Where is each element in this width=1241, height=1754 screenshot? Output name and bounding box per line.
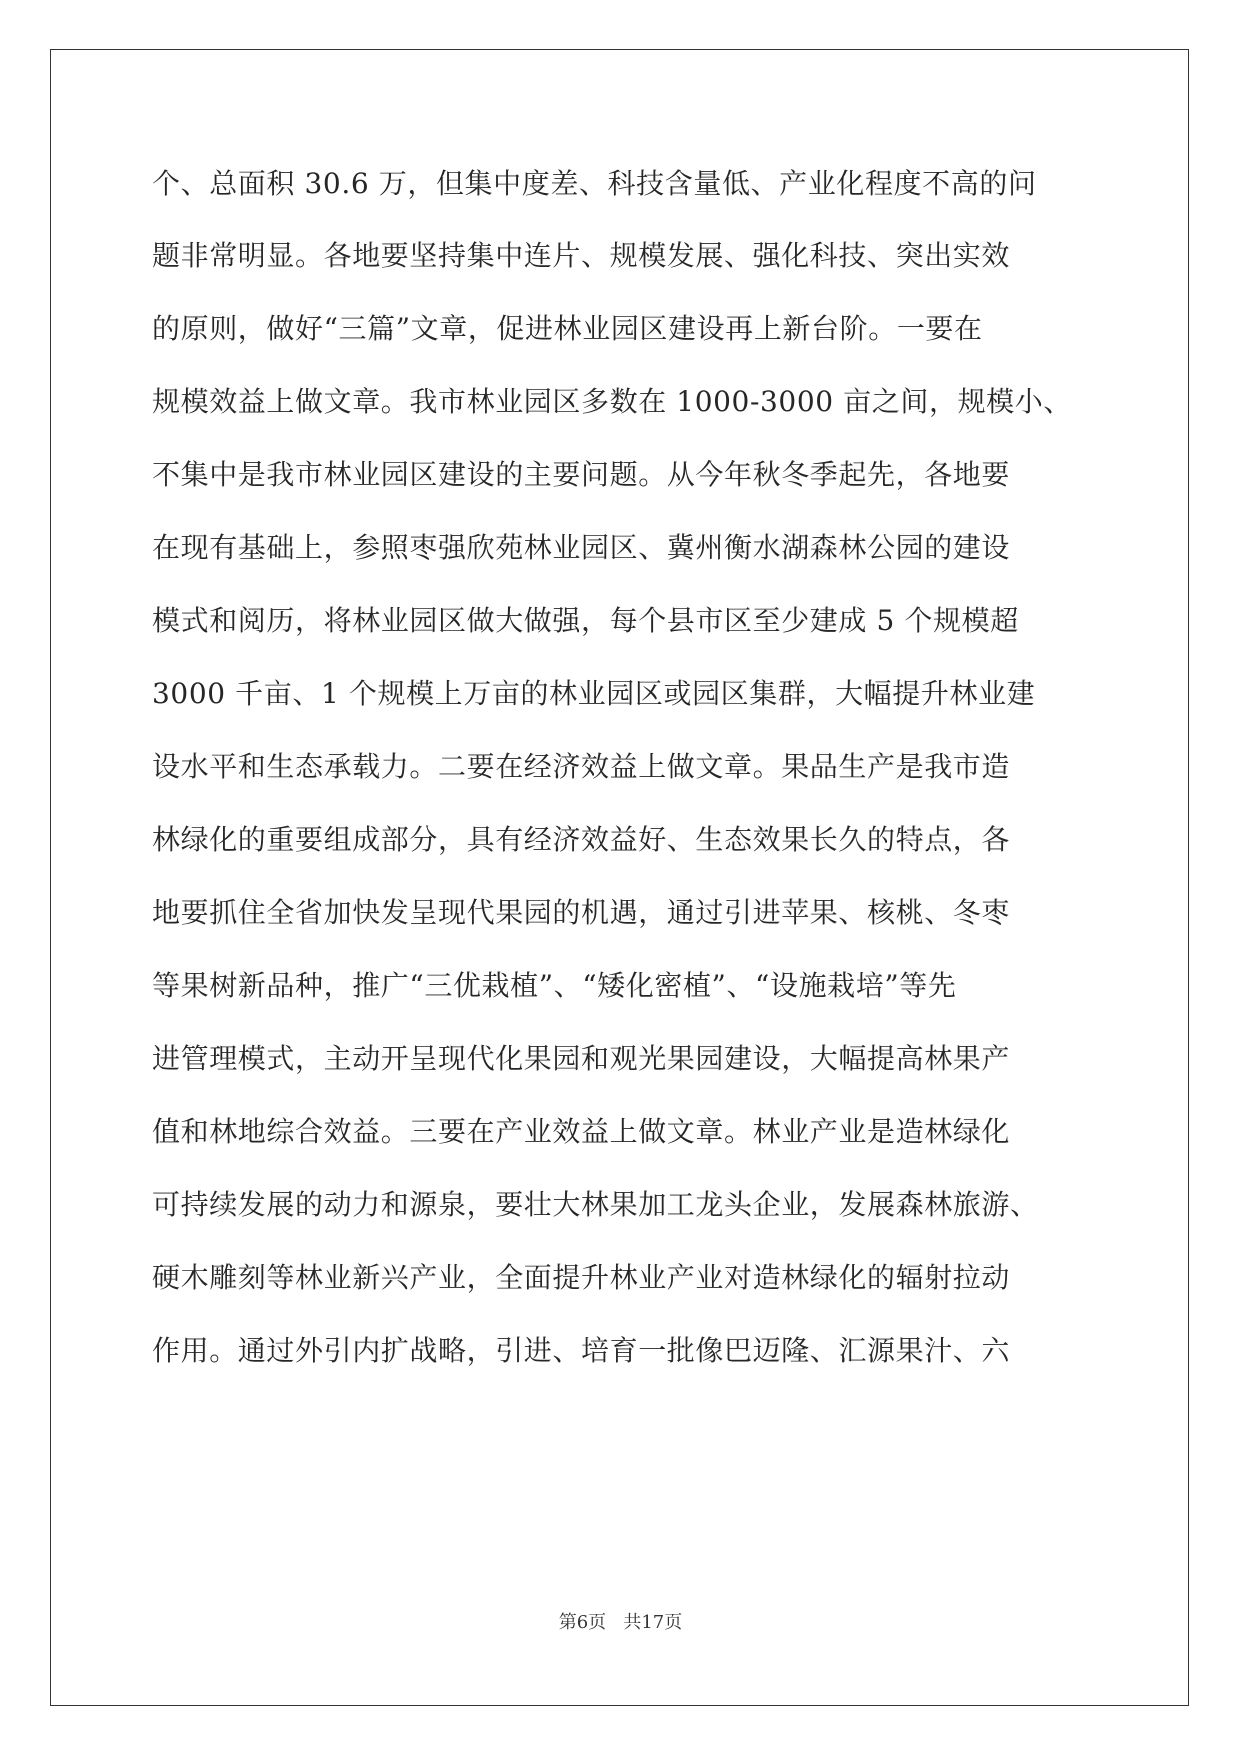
text-line: 可持续发展的动力和源泉，要壮大林果加工龙头企业，发展森林旅游、	[152, 1188, 1039, 1221]
text-line: 模式和阅历，将林业园区做大做强，每个县市区至少建成 5 个规模超	[152, 604, 1019, 637]
text-line: 规模效益上做文章。我市林业园区多数在 1000-3000 亩之间，规模小、	[152, 385, 1072, 418]
text-line: 进管理模式，主动开呈现代化果园和观光果园建设，大幅提高林果产	[152, 1042, 1011, 1075]
text-line: 林绿化的重要组成部分，具有经济效益好、生态效果长久的特点，各	[152, 823, 1011, 856]
page-number-footer: 第6页 共17页	[558, 1612, 683, 1633]
text-line: 作用。通过外引内扩战略，引进、培育一批像巴迈隆、汇源果汁、六	[152, 1334, 1011, 1367]
text-line: 地要抓住全省加快发呈现代果园的机遇，通过引进苹果、核桃、冬枣	[152, 896, 1011, 929]
page-border	[50, 49, 1189, 1706]
text-line: 3000 千亩、1 个规模上万亩的林业园区或园区集群，大幅提升林业建	[152, 677, 1036, 710]
text-line: 不集中是我市林业园区建设的主要问题。从今年秋冬季起先，各地要	[152, 458, 1011, 491]
text-line: 设水平和生态承载力。二要在经济效益上做文章。果品生产是我市造	[152, 750, 1011, 783]
text-line: 值和林地综合效益。三要在产业效益上做文章。林业产业是造林绿化	[152, 1115, 1011, 1148]
text-line: 等果树新品种，推广“三优栽植”、“矮化密植”、“设施栽培”等先	[152, 969, 957, 1002]
text-line: 的原则，做好“三篇”文章，促进林业园区建设再上新台阶。一要在	[152, 312, 983, 345]
text-line: 在现有基础上，参照枣强欣苑林业园区、冀州衡水湖森林公园的建设	[152, 531, 1011, 564]
text-line: 个、总面积 30.6 万，但集中度差、科技含量低、产业化程度不高的问	[152, 167, 1037, 200]
text-line: 题非常明显。各地要坚持集中连片、规模发展、强化科技、突出实效	[152, 239, 1011, 272]
text-line: 硬木雕刻等林业新兴产业，全面提升林业产业对造林绿化的辐射拉动	[152, 1261, 1011, 1294]
